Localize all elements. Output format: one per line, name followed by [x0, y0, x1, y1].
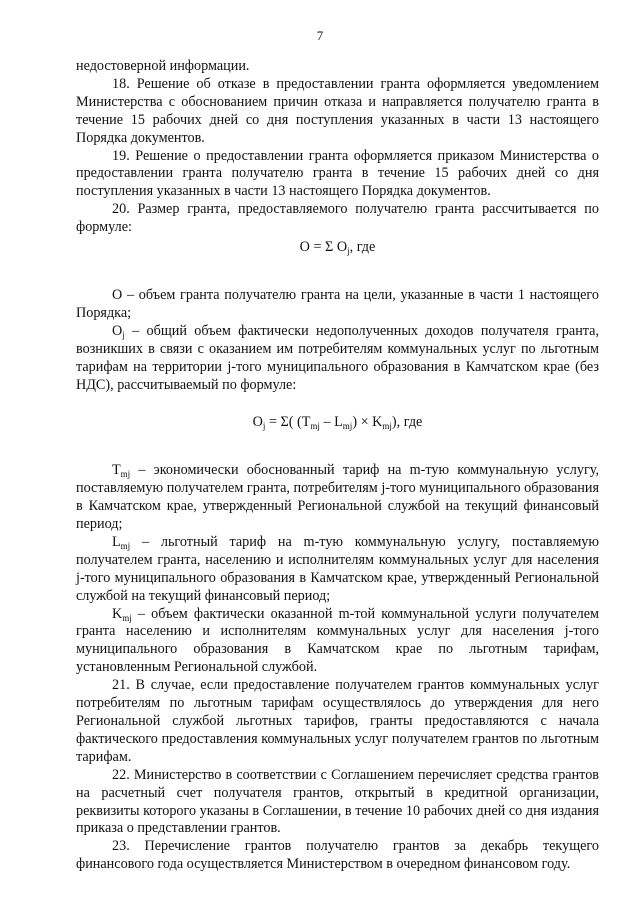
formula2-l-sub: mj — [342, 421, 353, 432]
definition-oj-text: – общий объем фактически недополученных доходов получателя гранта, возникших в связи с оказанием им потребителям коммунальных услуг по льготным тарифам на территории j-того муниципального образования в Камчатском крае (без НДС), рассчитываемый по формуле: — [76, 322, 600, 393]
symbol-l-sub: mj — [120, 540, 131, 551]
paragraph-18: 18. Решение об отказе в предоставлении гранта оформляется уведомлением Министерства с обоснованием причин отказа и направляется получателю гранта в течение 15 рабочих дней со дня поступления указанных в части 13 настоящего Порядка документов. — [76, 75, 599, 146]
definition-oj — [76, 323, 599, 395]
formula-oj — [76, 414, 599, 432]
definition-t-text: – экономически обоснованный тариф на m-тую коммунальную услугу, поставляемую получателем гранта, потребителям j-того муниципального образования в Камчатском крае, утвержденный Региональной службой на текущий финансовый период; — [76, 462, 599, 533]
paragraph-19: 19. Решение о предоставлении гранта оформляется приказом Министерства о предоставлении гранта получателю гранта в течение 15 рабочих дней со дня поступления указанных в части 13 настоящего Порядка документов. — [76, 147, 599, 200]
definition-k — [76, 606, 599, 678]
symbol-k-sub: mj — [122, 612, 132, 623]
formula2-o-sub: j — [262, 421, 266, 432]
formula2-minus: – L — [319, 414, 343, 431]
formula2-mid: = Σ( (Т — [265, 414, 311, 431]
symbol-l: L — [112, 533, 121, 550]
page-number: 7 — [316, 28, 324, 43]
formula2-times: ) × K — [352, 414, 383, 431]
paragraph-23: 23. Перечисление грантов получателю грантов за декабрь текущего финансового года осуществляется Министерством в очередном финансовом году. — [76, 838, 599, 873]
symbol-k: K — [112, 605, 123, 622]
definition-k-text: – объем фактически оказанной m-той коммунальной услуги получателем гранта населению и исполнителям коммунальных услуг для населения j-того муниципального образования в Камчатском крае по льготным тарифам, установленным Региональной службой. — [76, 605, 599, 676]
formula2-t-sub: mj — [310, 421, 320, 432]
symbol-o: О — [112, 322, 123, 339]
definition-o: О – объем гранта получателю гранта на цели, указанные в части 1 настоящего Порядка; — [76, 286, 599, 321]
formula2-o: О — [252, 414, 263, 431]
formula-grant-total — [76, 239, 599, 257]
symbol-o-sub: j — [122, 329, 125, 340]
paragraph-20: 20. Размер гранта, предоставляемого получателю гранта рассчитывается по формуле: — [76, 201, 599, 236]
paragraph-22: 22. Министерство в соответствии с Соглашением перечисляет средства грантов на расчетный счет получателя грантов, открытый в кредитной организации, реквизиты которого указаны в Соглашении, в течение 10 рабочих дней со дня издания приказа о представлении грантов. — [76, 766, 599, 837]
formula-lhs: О = Σ О — [299, 239, 348, 256]
paragraph-continuation: недостоверной информации. — [76, 58, 250, 74]
definition-l-text: – льготный тариф на m-тую коммунальную услугу, поставляемую получателем гранта, населению и исполнителям коммунальных услуг для населения j-того муниципального образования в Камчатском крае, утвержденный Региональной службой на текущий финансовый период; — [76, 533, 599, 604]
document-body — [76, 58, 599, 874]
paragraph-21: 21. В случае, если предоставление получателем грантов коммунальных услуг потребителям по льготным тарифам осуществлялось до утверждения для него Региональной службой льготных тарифов, гранты предоставляются с начала фактического предоставления коммунальных услуг получателем грантов по льготным тарифам. — [76, 677, 599, 765]
definition-l — [76, 534, 599, 606]
definition-t — [76, 462, 599, 534]
formula2-k-sub: mj — [382, 421, 392, 432]
formula2-tail: ), где — [391, 414, 423, 431]
formula-tail: , где — [349, 239, 376, 256]
formula-subscript: j — [347, 246, 350, 257]
symbol-t: Т — [112, 462, 121, 479]
symbol-t-sub: mj — [120, 469, 131, 480]
